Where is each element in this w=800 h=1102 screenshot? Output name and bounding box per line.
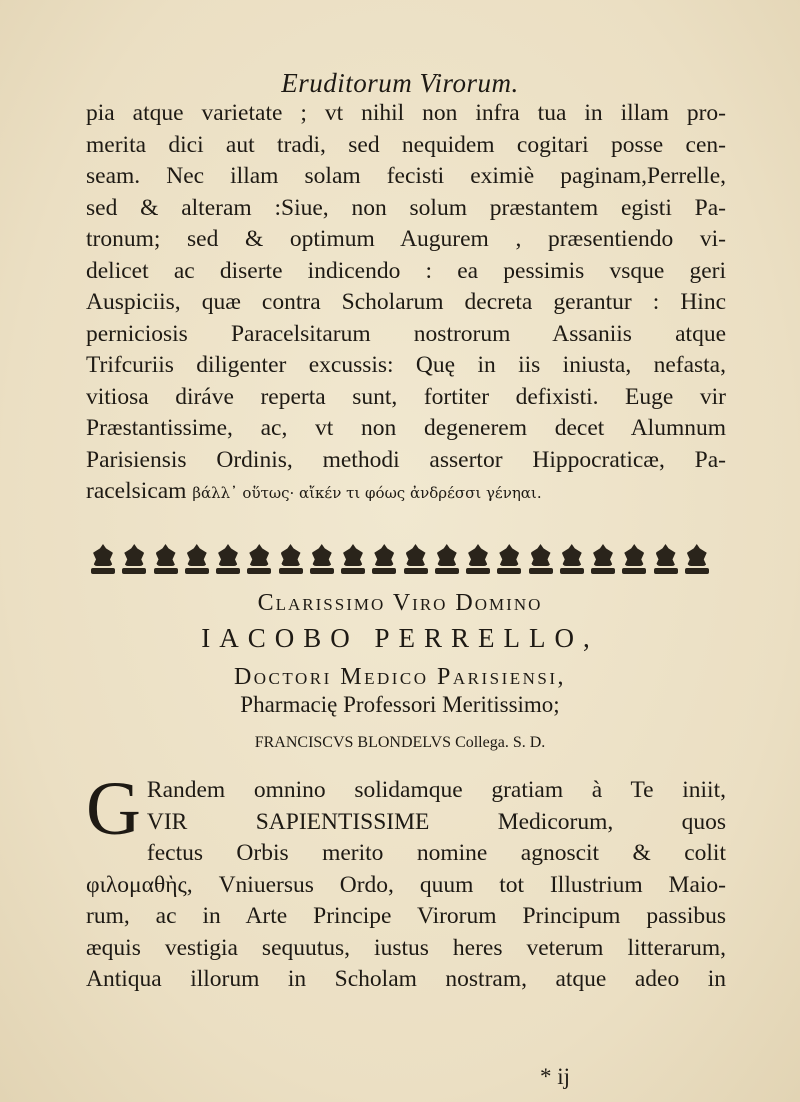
greek-quote: βάλλ᾽ οὕτως· αἴκέν τι φόως ἀνδρέσσι γένηαι.	[192, 484, 542, 502]
paragraph-1	[86, 98, 726, 510]
text-line: sed & alteram :Siue, non solum præstantem egisti Pa-	[86, 194, 726, 221]
text-line: perniciosis Paracelsitarum nostrorum Assaniis atque	[86, 320, 726, 347]
fleuron-icon	[465, 544, 491, 574]
text-line: Randem omnino solidamque gratiam à Te iniit,	[146, 777, 726, 803]
fleuron-icon	[621, 544, 647, 574]
fleuron-icon	[121, 544, 147, 574]
dedication-line-1: Clarissimo Viro Domino	[257, 590, 543, 616]
fleuron-icon	[590, 544, 616, 574]
dedication-line-4: Pharmacię Professori Meritissimo;	[240, 692, 560, 717]
text-line: merita dici aut tradi, sed nequidem cogitari posse cen-	[86, 131, 726, 158]
fleuron-icon	[184, 544, 210, 574]
dedication-author: FRANCISCVS BLONDELVS Collega. S. D.	[254, 734, 546, 751]
fleuron-icon	[246, 544, 272, 574]
text-line: Parisiensis Ordinis, methodi assertor Hippocraticæ, Pa-	[86, 446, 726, 473]
text-line: seam. Nec illam solam fecisti eximiè paginam,Perrelle,	[86, 163, 726, 189]
text-line: VIR SAPIENTISSIME Medicorum, quos	[146, 808, 726, 835]
signature-mark: * ij	[540, 1064, 571, 1089]
text-line-last	[86, 476, 726, 510]
fleuron-icon	[215, 544, 241, 574]
dedicatee-name: IACOBO PERRELLO,	[201, 623, 599, 653]
text-line: rum, ac in Arte Principe Virorum Principum passibus	[86, 903, 726, 929]
text-line: delicet ac diserte indicendo : ea pessimis vsque geri	[86, 257, 726, 284]
fleuron-icon	[684, 544, 710, 574]
text-line: Antiqua illorum in Scholam nostram, atque adeo in	[86, 966, 726, 992]
fleuron-icon	[496, 544, 522, 574]
fleuron-icon	[278, 544, 304, 574]
text-line: tronum; sed & optimum Augurem , præsentiendo vi-	[86, 226, 726, 252]
text-line: Auspiciis, quæ contra Scholarum decreta gerantur : Hinc	[86, 289, 726, 315]
text-line: fectus Orbis merito nomine agnoscit & colit	[146, 840, 726, 866]
fleuron-icon	[559, 544, 585, 574]
fleuron-icon	[153, 544, 179, 574]
fleuron-icon	[403, 544, 429, 574]
text-line: φιλομαθὴς, Vniuersus Ordo, quum tot Illustrium Maio-	[86, 871, 726, 898]
fleuron-icon	[434, 544, 460, 574]
fleuron-icon	[528, 544, 554, 574]
text-line: vitiosa diráve reperta sunt, fortiter defixisti. Euge vir	[86, 383, 726, 410]
running-head: Eruditorum Virorum.	[281, 68, 519, 98]
text-line: pia atque varietate ; vt nihil non infra tua in illam pro-	[86, 100, 726, 126]
dedication-line-3: Doctori Medico Parisiensi,	[233, 664, 567, 690]
latin-word: racelsicam	[86, 478, 187, 504]
paragraph-2	[86, 767, 726, 996]
printers-ornament-band	[90, 538, 710, 574]
drop-capital: G	[86, 767, 141, 851]
text-line: æquis vestigia sequutus, iustus heres veterum litterarum,	[86, 934, 726, 961]
fleuron-icon	[309, 544, 335, 574]
fleuron-icon	[340, 544, 366, 574]
text-line: Præstantissime, ac, vt non degenerem decet Alumnum	[86, 415, 726, 441]
fleuron-icon	[90, 544, 116, 574]
fleuron-icon	[653, 544, 679, 574]
text-line: Trifcuriis diligenter excussis: Quę in iis iniusta, nefasta,	[86, 352, 726, 378]
fleuron-icon	[371, 544, 397, 574]
